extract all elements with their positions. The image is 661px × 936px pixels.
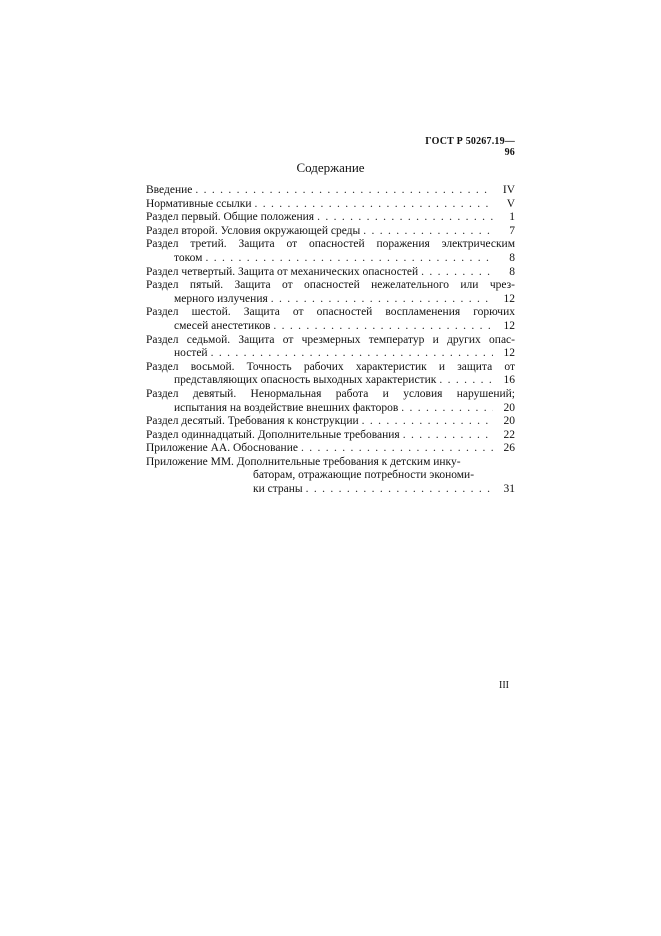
toc-entry-section-8[interactable] [146, 361, 515, 388]
dot-leader [439, 374, 493, 388]
table-of-contents [146, 184, 515, 497]
toc-entry-title-continued: током [174, 252, 205, 266]
toc-entry-page: 20 [493, 415, 515, 429]
dot-leader [271, 293, 493, 307]
toc-entry-title: Раздел одиннадцатый. Дополнительные требования [146, 429, 403, 443]
toc-entry-title: Введение [146, 184, 195, 198]
toc-entry-introduction[interactable] [146, 184, 515, 198]
dot-leader [421, 266, 493, 280]
toc-entry-page: 8 [493, 252, 515, 266]
toc-entry-title-continued: мерного излучения [174, 293, 271, 307]
toc-entry-page: 16 [493, 374, 515, 388]
toc-entry-page: 12 [493, 320, 515, 334]
dot-leader [363, 225, 493, 239]
toc-entry-page: 20 [493, 402, 515, 416]
dot-leader [306, 483, 493, 497]
toc-entry-title: Раздел десятый. Требования к конструкции [146, 415, 362, 429]
toc-entry-normative-references[interactable] [146, 198, 515, 212]
toc-entry-title: Раздел четвертый. Защита от механических опасностей [146, 266, 421, 280]
toc-entry-page: 22 [493, 429, 515, 443]
toc-entry-page: 7 [493, 225, 515, 239]
toc-entry-section-9[interactable] [146, 388, 515, 415]
toc-entry-title: Приложение АА. Обоснование [146, 442, 301, 456]
toc-entry-title: Раздел первый. Общие положения [146, 211, 317, 225]
toc-entry-page: V [493, 198, 515, 212]
dot-leader [211, 347, 493, 361]
toc-entry-section-2[interactable] [146, 225, 515, 239]
dot-leader [255, 198, 493, 212]
toc-entry-title: Раздел восьмой. Точность рабочих характеристик и защита от [146, 360, 515, 373]
toc-entry-page: IV [493, 184, 515, 198]
toc-entry-title-continued: представляющих опасность выходных характеристик [174, 374, 439, 388]
dot-leader [195, 184, 493, 198]
toc-entry-section-11[interactable] [146, 429, 515, 443]
toc-entry-title: Раздел шестой. Защита от опасностей воспламенения горючих [146, 306, 515, 319]
dot-leader [403, 429, 493, 443]
toc-entry-title-continued: испытания на воздействие внешних факторов [174, 402, 401, 416]
toc-entry-section-5[interactable] [146, 279, 515, 306]
dot-leader [317, 211, 493, 225]
toc-entry-appendix-mm[interactable] [146, 456, 515, 497]
toc-entry-title-continued: ки страны [253, 483, 306, 497]
page-number: III [499, 680, 509, 691]
dot-leader [362, 415, 493, 429]
toc-entry-section-10[interactable] [146, 415, 515, 429]
toc-entry-page: 26 [493, 442, 515, 456]
toc-entry-title: Раздел второй. Условия окружающей среды [146, 225, 363, 239]
toc-entry-title-continued: ностей [174, 347, 211, 361]
dot-leader [273, 320, 493, 334]
toc-entry-section-7[interactable] [146, 334, 515, 361]
toc-entry-title: Приложение ММ. Дополнительные требования к детским инку- [146, 455, 461, 468]
toc-entry-title-continued: смесей анестетиков [174, 320, 273, 334]
toc-entry-page: 12 [493, 347, 515, 361]
toc-entry-title: Раздел седьмой. Защита от чрезмерных температур и других опас- [146, 333, 515, 346]
toc-entry-title: Раздел девятый. Ненормальная работа и условия нарушений; [146, 387, 515, 400]
toc-entry-page: 1 [493, 211, 515, 225]
toc-entry-page: 31 [493, 483, 515, 497]
toc-entry-page: 8 [493, 266, 515, 280]
toc-entry-title: Раздел пятый. Защита от опасностей нежелательного или чрез- [146, 279, 515, 292]
toc-entry-title: Раздел третий. Защита от опасностей поражения электрическим [146, 238, 515, 251]
toc-entry-title: Нормативные ссылки [146, 198, 255, 212]
toc-entry-section-3[interactable] [146, 238, 515, 265]
dot-leader [401, 402, 493, 416]
page-title: Содержание [296, 160, 365, 175]
toc-entry-appendix-aa[interactable] [146, 442, 515, 456]
document-standard-number: ГОСТ Р 50267.19—96 [425, 136, 515, 158]
toc-entry-page: 12 [493, 293, 515, 307]
dot-leader [301, 442, 493, 456]
dot-leader [205, 252, 493, 266]
toc-entry-section-4[interactable] [146, 266, 515, 280]
toc-entry-section-1[interactable] [146, 211, 515, 225]
toc-entry-section-6[interactable] [146, 306, 515, 333]
toc-entry-title-continued: баторам, отражающие потребности экономи- [253, 469, 475, 482]
